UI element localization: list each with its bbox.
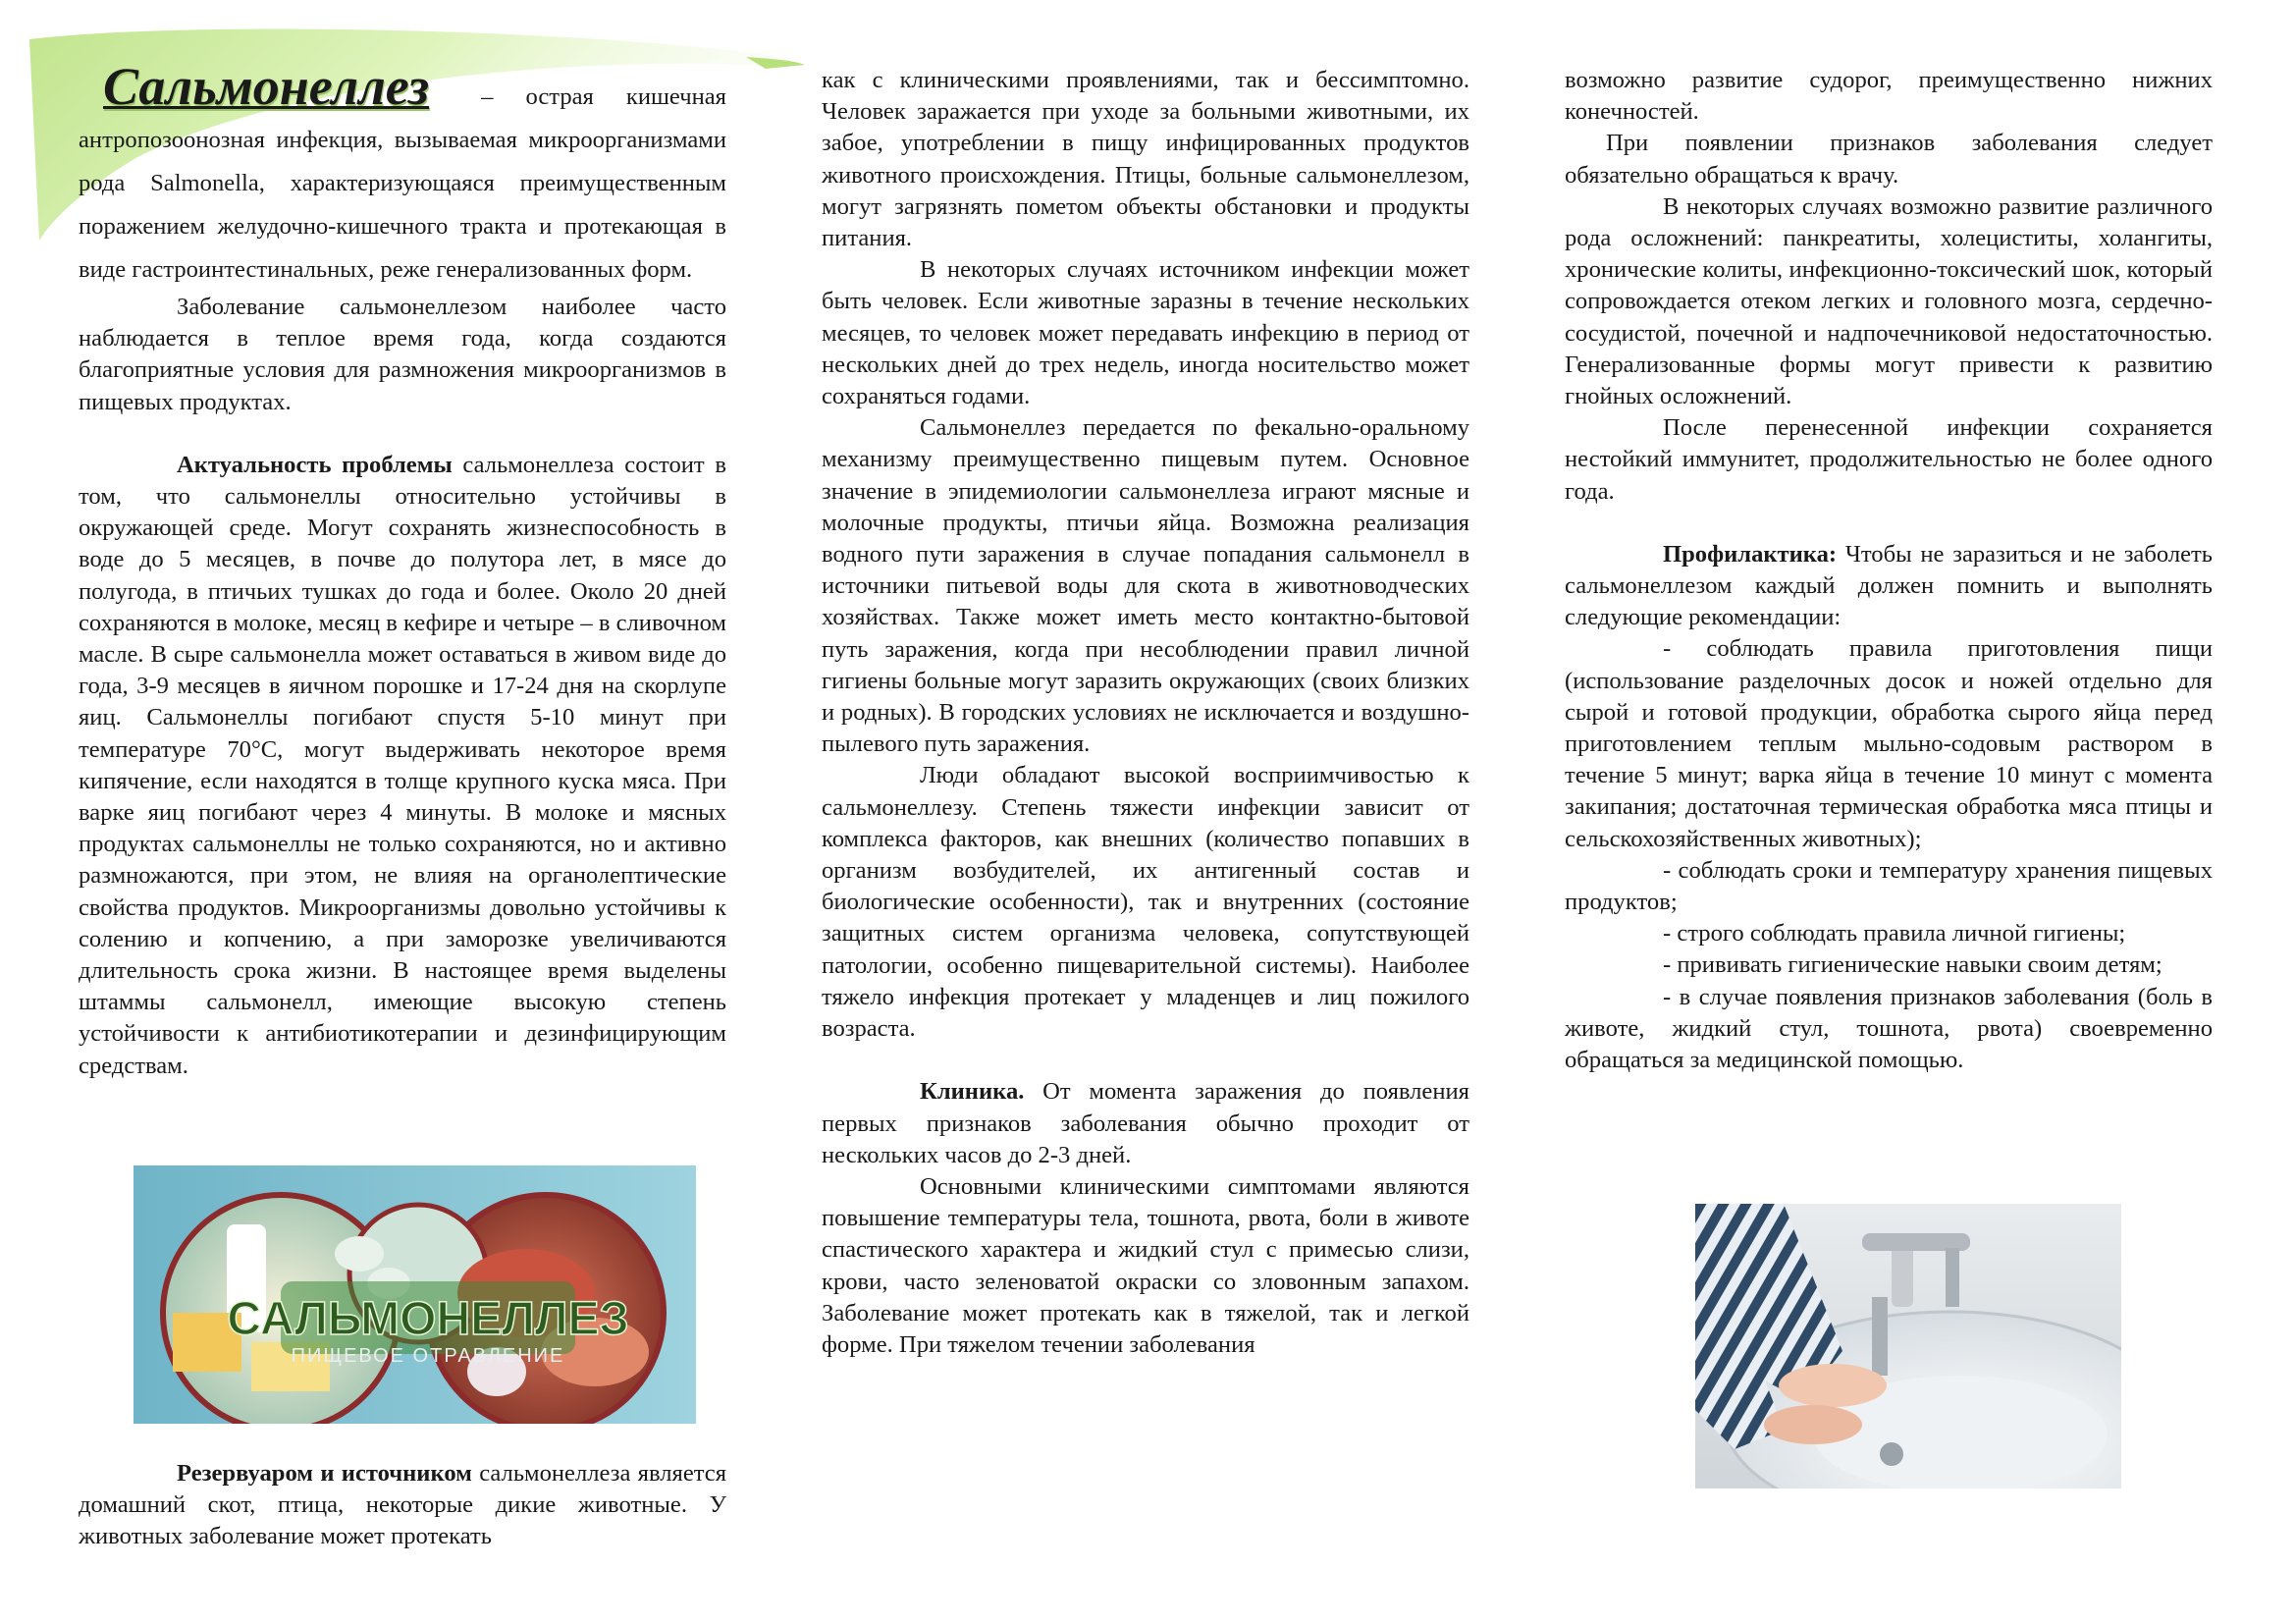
relevance-heading: Актуальность проблемы bbox=[177, 451, 453, 478]
mechanism-paragraph: Сальмонеллез передается по фекально-оральному механизму преимущественно пищевым путем. Основное значение в эпидемиологии сальмонеллеза играют мясные и молочные продукты, птичьи яйца. Возможна реализация водного пути заражения в случае попадания сальмонелл в источники питьевой воды для скота в животноводческих хозяйствах. Также может иметь место контактно-бытовой путь заражения, когда при несоблюдении правил личной гигиены больные могут заразить окружающих (своих близких и родных). В городских условиях не исключается и воздушно-пылевого путь заражения. bbox=[822, 414, 1469, 758]
relevance-paragraph bbox=[79, 450, 726, 1082]
reservoir-paragraph bbox=[79, 1458, 726, 1553]
list-item: - соблюдать сроки и температуру хранения пищевых продуктов; bbox=[1565, 856, 2213, 916]
season-paragraph: Заболевание сальмонеллезом наиболее часто наблюдается в теплое время года, когда создаются благоприятные условия для размножения микроорганизмов в пищевых продуктах. bbox=[79, 294, 726, 415]
list-item: - прививать гигиенические навыки своим детям; bbox=[1663, 951, 2163, 979]
hand-washing-image bbox=[1695, 1204, 2121, 1489]
transmission-paragraph: как с клиническими проявлениями, так и бессимптомно. Человек заражается при уходе за больными животными, их забое, употреблении в пищу инфицированных продуктов животного происхождения. Птицы, больные сальмонеллезом, могут загрязнять пометом объекты обстановки и продукты питания. bbox=[822, 67, 1469, 252]
doctor-paragraph: При появлении признаков заболевания следует обязательно обращаться к врачу. bbox=[1565, 130, 2213, 189]
prevention-text: Чтобы не заразиться и не заболеть сальмонеллезом каждый должен помнить и выполнять следующие рекомендации: bbox=[1565, 540, 2213, 631]
susceptibility-paragraph: Люди обладают высокой восприимчивостью к сальмонеллезу. Степень тяжести инфекции зависит от комплекса факторов, как внешних (количество попавших в организм возбудителей, их антигенный состав и биологические особенности), так и внутренних (состояние защитных систем организма человека, сопутствующей патологии, особенно пищеварительной системы). Наиболее тяжело инфекция протекает у младенцев и лиц пожилого возраста. bbox=[822, 762, 1469, 1043]
immunity-paragraph: После перенесенной инфекции сохраняется нестойкий иммунитет, продолжительностью не более одного года. bbox=[1565, 414, 2213, 505]
column-2 bbox=[822, 65, 1469, 1361]
symptoms-paragraph: Основными клиническими симптомами являются повышение температуры тела, тошнота, рвота, боли в животе спастического характера и жидкий стул с примесью слизи, крови, часто зеленоватой окраски со зловонным запахом. Заболевание может протекать как в тяжелой, так и легкой форме. При тяжелом течении заболевания bbox=[822, 1172, 1469, 1358]
list-item: - соблюдать правила приготовления пищи (использование разделочных досок и ножей отдельно для сырой и готовой продукции, обработка сырого яйца перед приготовлением теплым мыльно-содовым раствором в течение 5 минут; варка яйца в течение 10 минут с момента закипания; достаточная термическая обработка мяса птицы и сельскохозяйственных животных); bbox=[1565, 635, 2213, 852]
salmonellosis-food-image bbox=[133, 1165, 696, 1424]
clinic-paragraph bbox=[822, 1076, 1469, 1171]
reservoir-text: сальмонеллеза является домашний скот, птица, некоторые дикие животные. У животных заболевание может протекать bbox=[79, 1460, 727, 1550]
column-1-bottom bbox=[79, 1458, 726, 1553]
page-title: Сальмонеллез bbox=[103, 57, 430, 116]
clinic-heading: Клиника. bbox=[920, 1078, 1025, 1106]
image-title: САЛЬМОНЕЛЛЕЗ bbox=[227, 1293, 629, 1345]
reservoir-heading: Резервуаром и источником bbox=[177, 1460, 472, 1487]
column-1 bbox=[79, 57, 726, 1082]
seizures-paragraph: возможно развитие судорог, преимущественно нижних конечностей. bbox=[1565, 67, 2213, 126]
prevention-paragraph bbox=[1565, 539, 2213, 634]
column-3 bbox=[1565, 65, 2213, 1076]
list-item: - строго соблюдать правила личной гигиены; bbox=[1663, 920, 2126, 947]
intro-paragraph bbox=[79, 57, 726, 292]
complications-paragraph: В некоторых случаях возможно развитие различного рода осложнений: панкреатиты, холециститы, холангиты, хронические колиты, инфекционно-токсический шок, который сопровождается отеком легких и головного мозга, сердечно-сосудистой, почечной и надпочечниковой недостаточностью. Генерализованные формы могут привести к развитию гнойных осложнений. bbox=[1565, 192, 2213, 410]
human-source-paragraph: В некоторых случаях источником инфекции может быть человек. Если животные заразны в течение нескольких месяцев, то человек может передавать инфекцию в период от нескольких дней до трех недель, иногда носительство может сохраняться годами. bbox=[822, 256, 1469, 410]
prevention-heading: Профилактика: bbox=[1663, 540, 1838, 568]
intro-text: – острая кишечная антропозоонозная инфекция, вызываемая микроорганизмами рода Salmonella, характеризующаяся преимущественным поражением желудочно-кишечного тракта и протекающая в виде гастроинтестинальных, реже генерализованных форм. bbox=[79, 83, 726, 283]
image-subtitle: ПИЩЕВОЕ ОТРАВЛЕНИЕ bbox=[291, 1345, 565, 1367]
list-item: - в случае появления признаков заболевания (боль в животе, жидкий стул, тошнота, рвота) своевременно обращаться за медицинской помощью. bbox=[1565, 983, 2213, 1074]
relevance-text: сальмонеллеза состоит в том, что сальмонеллы относительно устойчивы в окружающей среде. Могут сохранять жизнеспособность в воде до 5 месяцев, в почве до полутора лет, в мясе до полугода, в птичьих тушках до года и более. Около 20 дней сохраняются в молоке, месяц в кефире и четыре – в сливочном масле. В сыре сальмонелла может оставаться в живом виде до года, 3-9 месяцев в яичном порошке и 17-24 дня на скорлупе яиц. Сальмонеллы погибают спустя 5-10 минут при температуре 70°С, могут выдерживать некоторое время кипячение, если находятся в толще крупного куска мяса. При варке яиц погибают через 4 минуты. В молоке и мясных продуктах сальмонеллы не только сохраняются, но и активно размножаются, при этом, не влияя на органолептические свойства продуктов. Микроорганизмы довольно устойчивы к солению и копчению, а при заморозке увеличиваются длительность срока жизни. В настоящее время выделены штаммы сальмонелл, имеющие высокую степень устойчивости к антибиотикотерапии и дезинфицирующим средствам. bbox=[79, 451, 726, 1079]
clinic-text: От момента заражения до появления первых признаков заболевания обычно проходит от нескольких часов до 2-3 дней. bbox=[822, 1078, 1469, 1168]
